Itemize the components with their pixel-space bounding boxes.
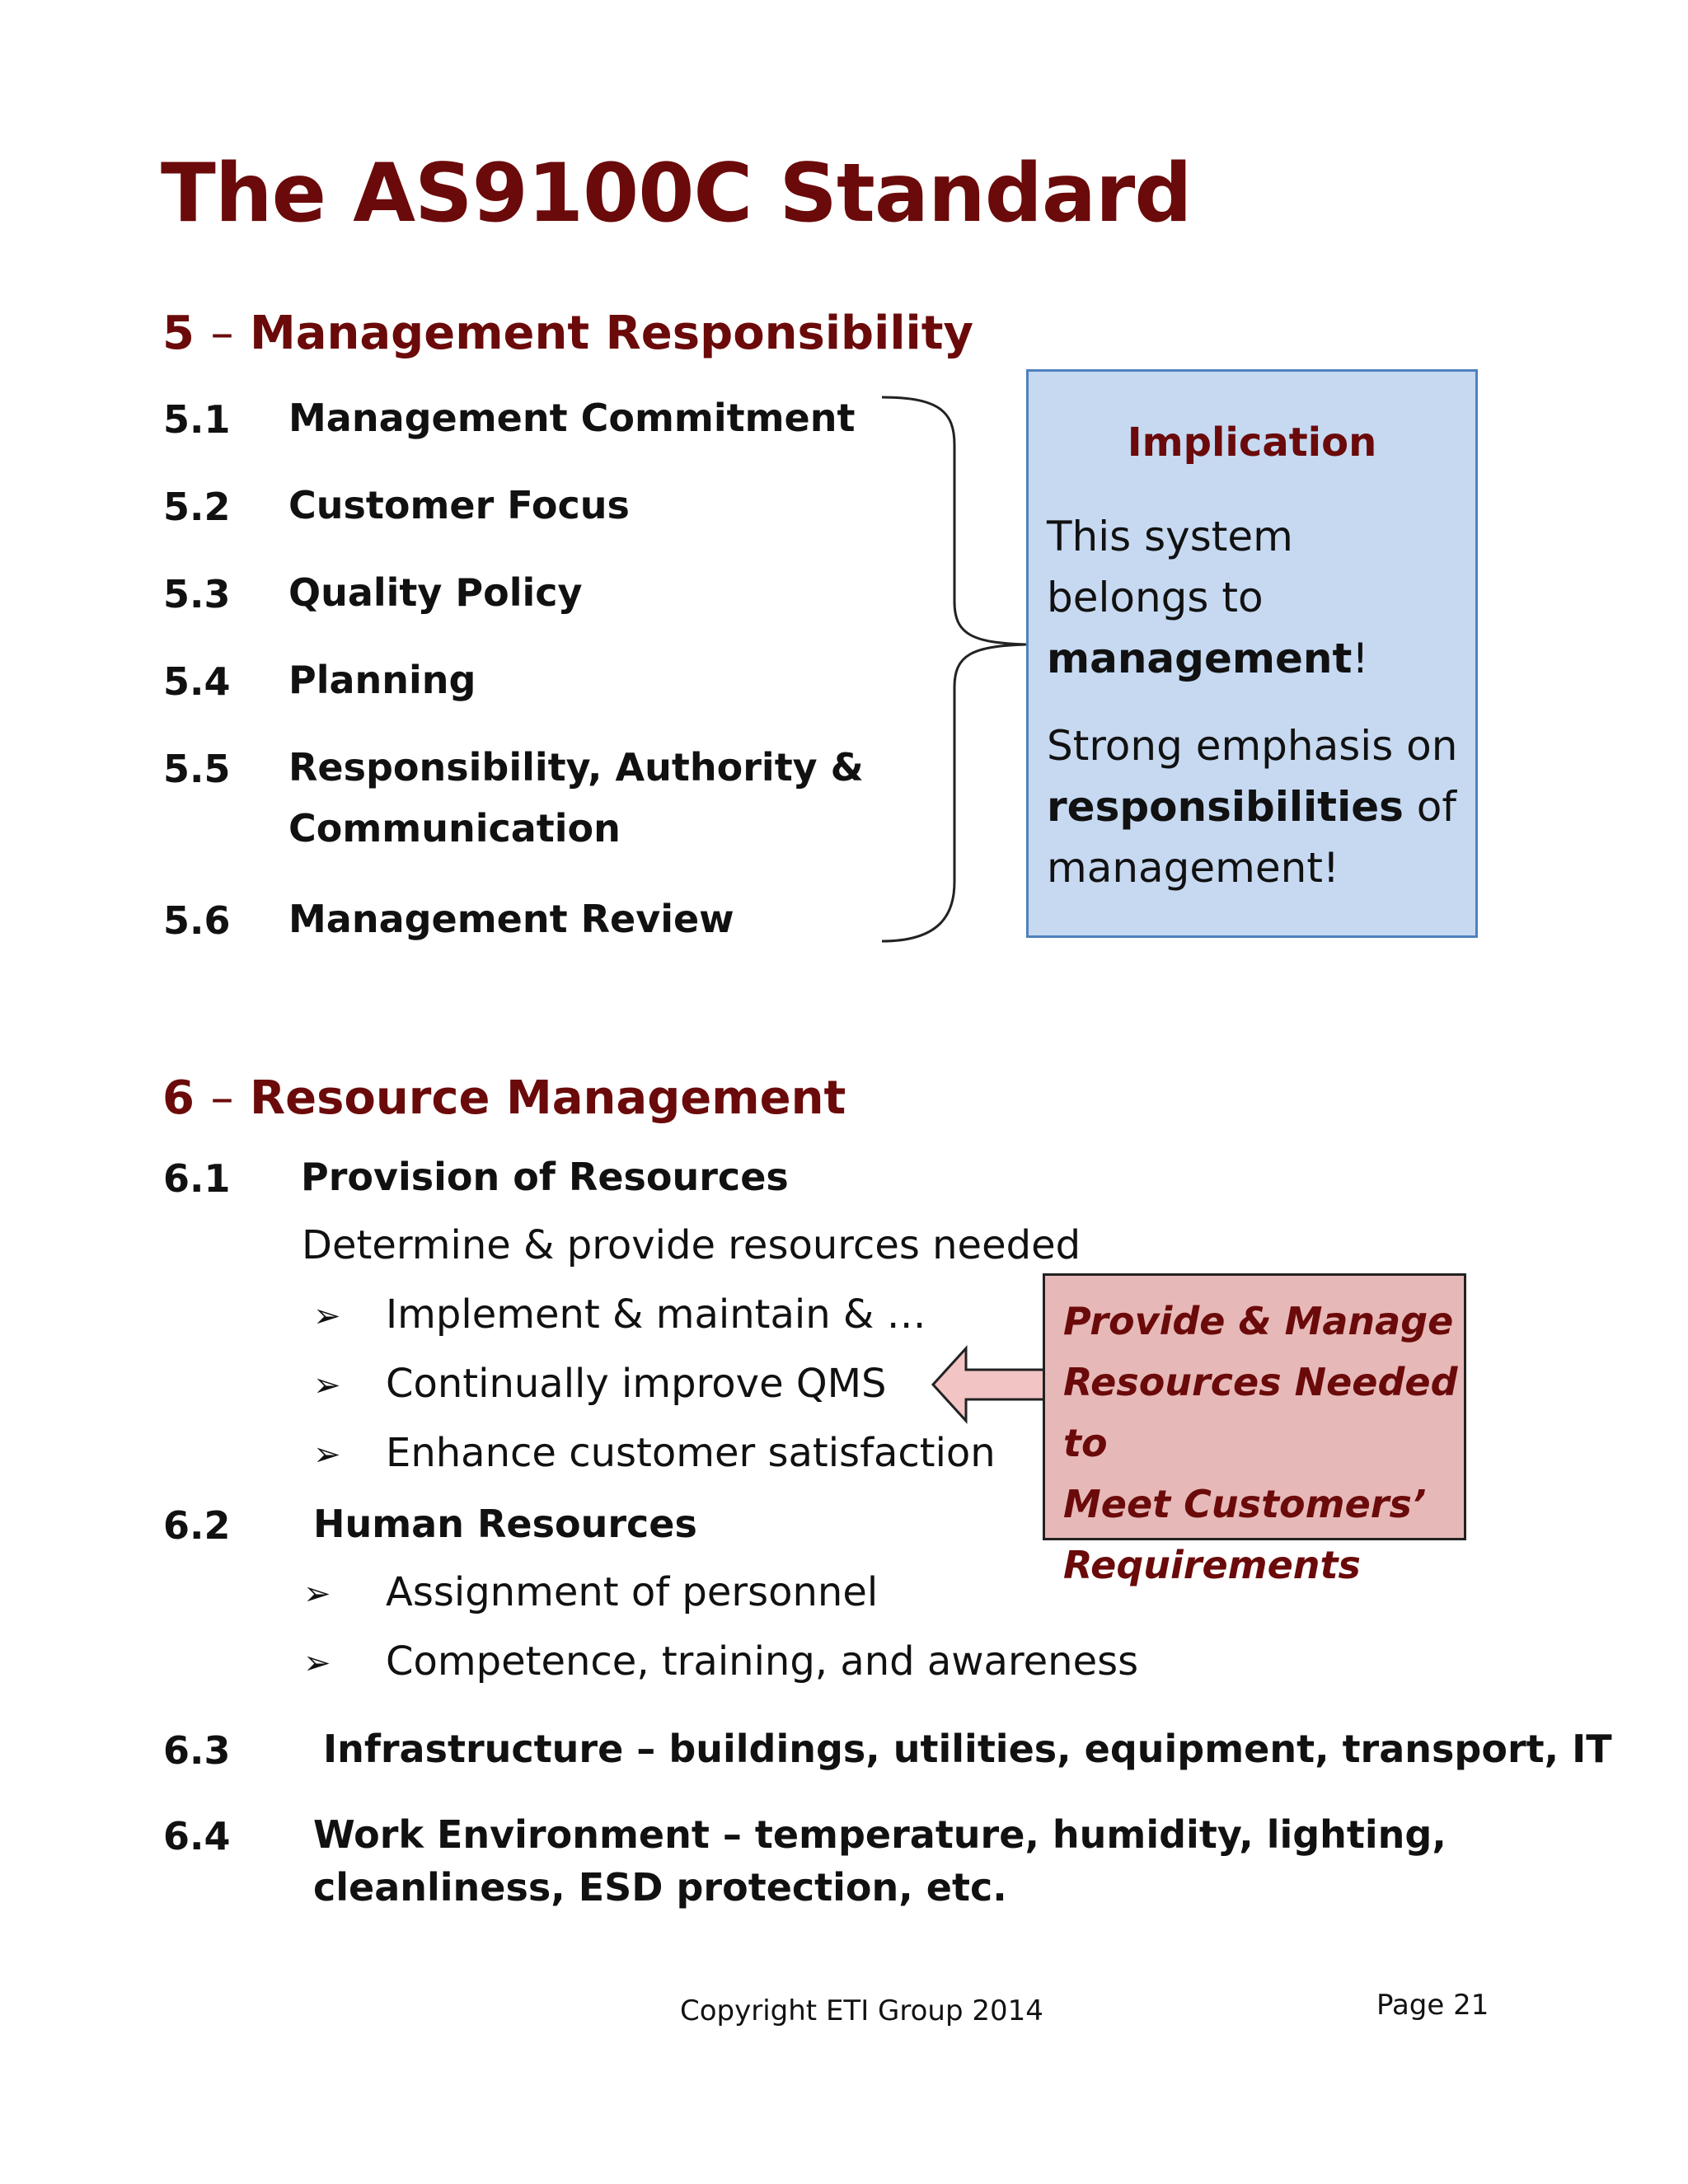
item-5-4-number: 5.4 <box>163 659 231 704</box>
bullet-icon: ➢ <box>303 1575 331 1613</box>
item-6-4-number: 6.4 <box>163 1814 231 1858</box>
callout-line-1: Provide & Manage <box>1063 1299 1454 1343</box>
bullet-enhance-satisfaction: Enhance customer satisfaction <box>386 1430 996 1476</box>
section-5-number: 5 <box>162 307 195 360</box>
item-6-1-label: Provision of Resources <box>301 1155 789 1199</box>
section-6-number: 6 <box>162 1071 195 1125</box>
implication-p2-end: management! <box>1047 844 1339 892</box>
footer-copyright: Copyright ETI Group 2014 <box>680 1994 1043 2027</box>
item-5-6-number: 5.6 <box>163 898 231 943</box>
implication-p1-bold: management <box>1047 635 1353 682</box>
bullet-icon: ➢ <box>313 1436 341 1474</box>
item-5-5-number: 5.5 <box>163 747 231 791</box>
section-6-title: Resource Management <box>249 1071 846 1125</box>
item-5-2-label: Customer Focus <box>288 483 630 527</box>
section-5-heading <box>162 307 973 360</box>
implication-paragraph-1 <box>1047 506 1467 689</box>
item-6-1-number: 6.1 <box>163 1156 231 1201</box>
item-6-4-label-line1: Work Environment – temperature, humidity, lighting, <box>313 1812 1447 1857</box>
page-title: The AS9100C Standard <box>161 147 1192 241</box>
callout-line-4: Requirements <box>1063 1543 1361 1587</box>
item-6-4-label-line2: cleanliness, ESD protection, etc. <box>313 1865 1007 1910</box>
item-5-1-number: 5.1 <box>163 397 231 442</box>
implication-p2-mid: of <box>1403 783 1456 831</box>
item-6-2-label: Human Resources <box>313 1502 697 1546</box>
section-5-dash: – <box>210 307 234 360</box>
item-6-3-label: Infrastructure – buildings, utilities, equipment, transport, IT <box>323 1727 1612 1771</box>
bullet-assignment: Assignment of personnel <box>386 1569 879 1615</box>
implication-p2-bold: responsibilities <box>1047 783 1404 831</box>
bullet-icon: ➢ <box>303 1644 331 1682</box>
section-6-heading <box>162 1071 846 1125</box>
item-6-3-number: 6.3 <box>163 1728 231 1773</box>
item-5-3-label: Quality Policy <box>288 570 583 615</box>
callout-text <box>1063 1291 1464 1596</box>
right-brace-connector <box>874 387 1030 948</box>
bullet-icon: ➢ <box>313 1366 341 1404</box>
section-6-dash: – <box>210 1071 234 1125</box>
item-5-1-label: Management Commitment <box>288 396 856 440</box>
implication-paragraph-2 <box>1047 715 1467 898</box>
item-5-3-number: 5.3 <box>163 572 231 616</box>
item-5-6-label: Management Review <box>288 897 734 941</box>
implication-title: Implication <box>1127 419 1377 466</box>
implication-p1-end: ! <box>1352 635 1369 682</box>
provide-manage-callout <box>1043 1273 1466 1587</box>
left-arrow-icon <box>930 1343 1049 1426</box>
callout-line-3: Meet Customers’ <box>1063 1482 1427 1526</box>
bullet-improve-qms: Continually improve QMS <box>386 1361 887 1407</box>
item-5-4-label: Planning <box>288 658 476 702</box>
bullet-implement: Implement & maintain & … <box>386 1291 926 1338</box>
callout-line-2: Resources Needed to <box>1063 1360 1458 1465</box>
section-5-title: Management Responsibility <box>249 307 974 360</box>
bullet-competence: Competence, training, and awareness <box>386 1638 1139 1685</box>
implication-box <box>1026 369 1478 938</box>
item-6-2-number: 6.2 <box>163 1503 231 1548</box>
item-5-2-number: 5.2 <box>163 485 231 529</box>
item-5-5-label-line2: Communication <box>288 806 621 851</box>
item-6-1-intro: Determine & provide resources needed <box>302 1222 1081 1268</box>
implication-p1-text: This system belongs to <box>1047 513 1293 621</box>
implication-p2-text: Strong emphasis on <box>1047 722 1458 770</box>
footer-page-number: Page 21 <box>1376 1989 1489 2022</box>
bullet-icon: ➢ <box>313 1297 341 1335</box>
item-5-5-label-line1: Responsibility, Authority & <box>288 745 864 790</box>
